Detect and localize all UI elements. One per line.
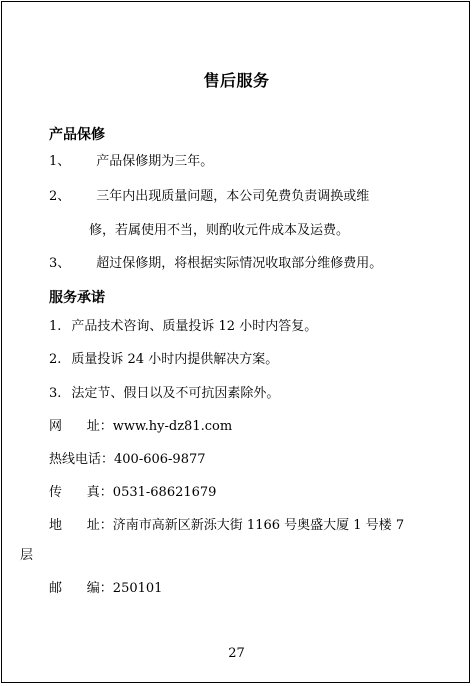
service-item-1 xyxy=(49,318,317,336)
fax-row xyxy=(49,484,216,502)
list-text: 产品保修期为三年。 xyxy=(96,154,214,169)
postcode-row xyxy=(49,580,162,598)
list-text: 质量投诉 24 小时内提供解决方案。 xyxy=(71,352,279,367)
service-item-3 xyxy=(49,385,279,403)
list-number: 2、 xyxy=(49,189,71,204)
warranty-item-3 xyxy=(49,255,382,273)
service-item-2 xyxy=(49,351,278,369)
phone-value: 400-606-9877 xyxy=(114,452,206,467)
fax-value: 0531-68621679 xyxy=(112,485,217,500)
address-value: 济南市高新区新泺大街 1166 号奥盛大厦 1 号楼 7 xyxy=(112,518,405,533)
page-number: 27 xyxy=(228,646,245,661)
list-number: 2. xyxy=(49,352,62,367)
page-title: 售后服务 xyxy=(203,71,270,90)
warranty-item-2-continuation: 修，若属使用不当，则酌收元件成本及运费。 xyxy=(89,223,350,238)
list-number: 1、 xyxy=(49,154,71,169)
list-text: 超过保修期，将根据实际情况收取部分维修费用。 xyxy=(96,256,383,271)
list-number: 1. xyxy=(49,319,62,334)
list-number: 3. xyxy=(49,386,62,401)
website-label: 网 址： xyxy=(49,419,113,434)
website-value: www.hy-dz81.com xyxy=(112,419,233,434)
service-heading: 服务承诺 xyxy=(49,290,105,306)
website-row xyxy=(49,418,232,436)
list-text: 产品技术咨询、质量投诉 12 小时内答复。 xyxy=(71,319,318,334)
warranty-item-2 xyxy=(49,188,369,206)
phone-label: 热线电话： xyxy=(49,452,115,467)
list-number: 3、 xyxy=(49,256,71,271)
address-label: 地 址： xyxy=(49,518,113,533)
warranty-heading: 产品保修 xyxy=(49,127,105,143)
postcode-label: 邮 编： xyxy=(49,581,113,596)
warranty-item-1 xyxy=(49,153,213,171)
list-text: 三年内出现质量问题，本公司免费负责调换或维 xyxy=(96,189,370,204)
phone-row xyxy=(49,451,206,469)
address-row xyxy=(49,517,404,535)
postcode-value: 250101 xyxy=(112,581,163,596)
fax-label: 传 真： xyxy=(49,485,113,500)
address-continuation: 层 xyxy=(20,548,34,563)
list-text: 法定节、假日以及不可抗因素除外。 xyxy=(71,386,280,401)
